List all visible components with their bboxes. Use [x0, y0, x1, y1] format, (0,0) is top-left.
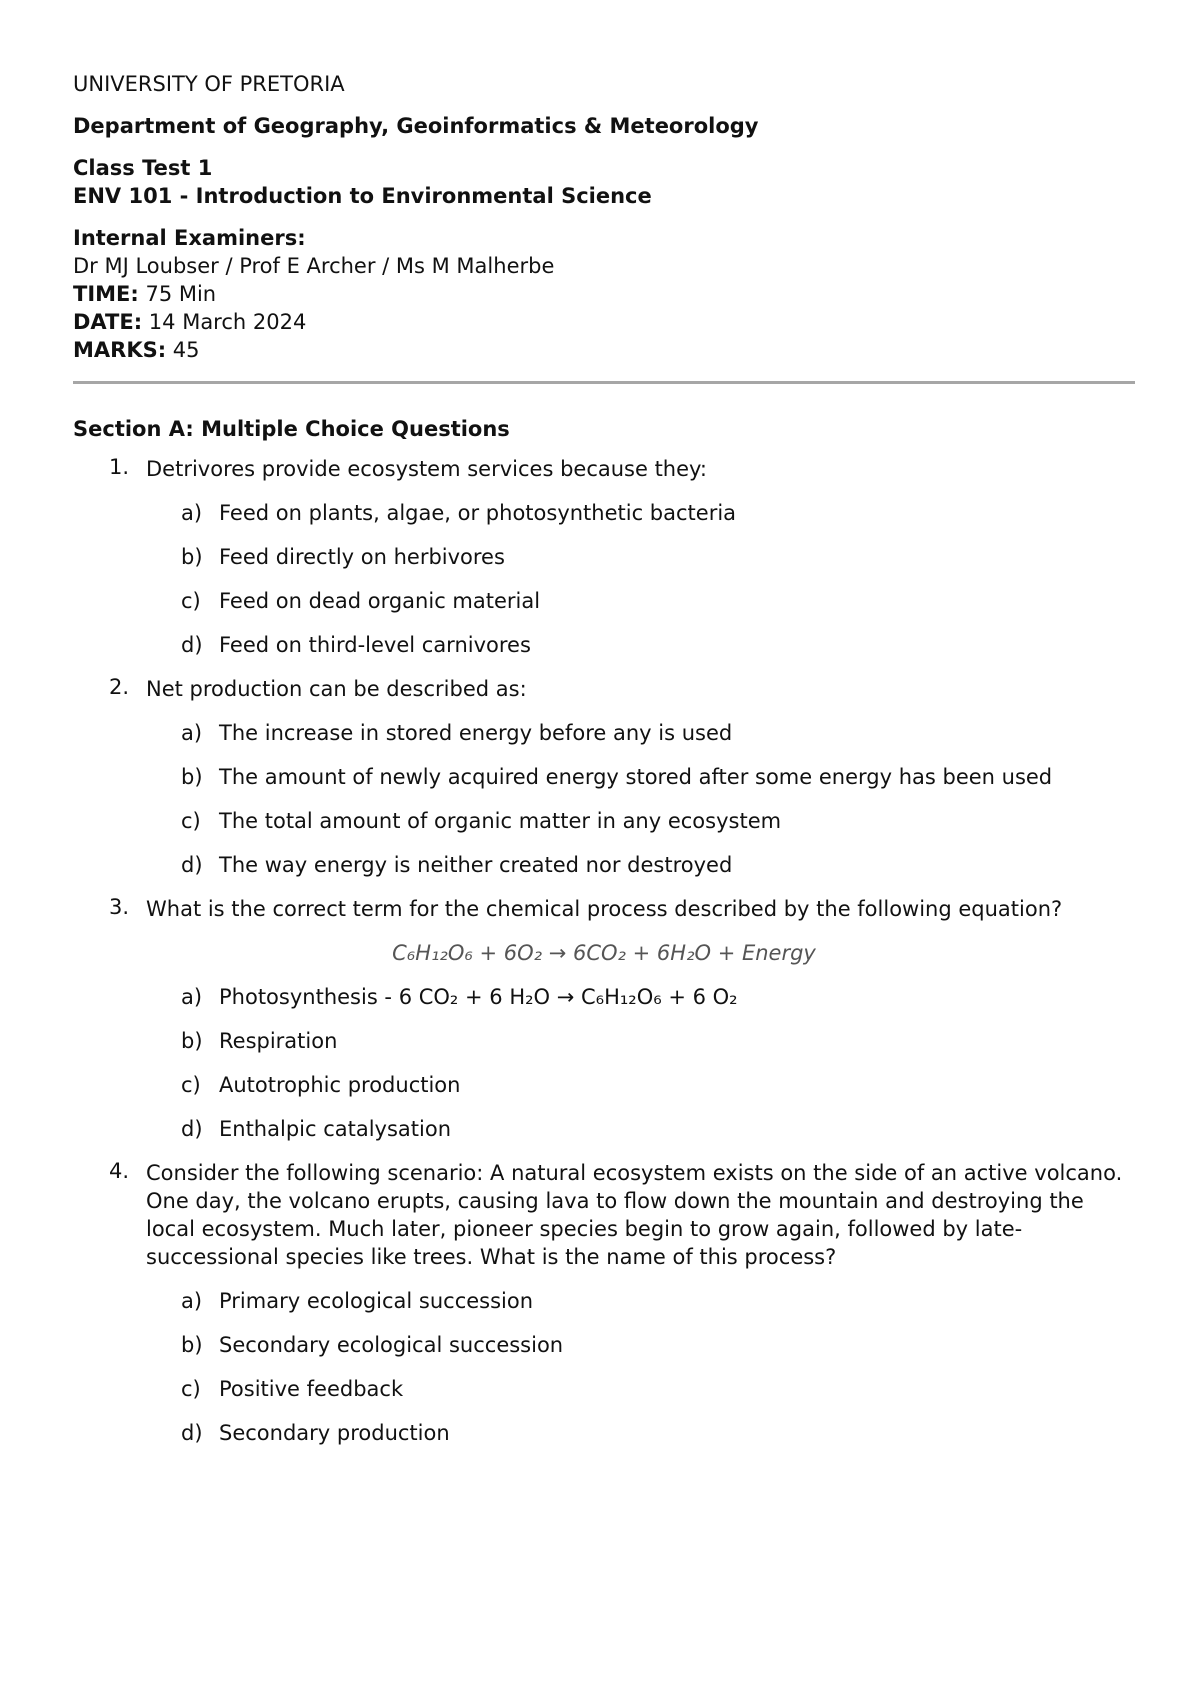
exam-details: [73, 224, 1135, 364]
option-text: Secondary production: [219, 1421, 450, 1445]
date-value: 14 March 2024: [142, 310, 307, 334]
option-c: [146, 1071, 1135, 1099]
option-text: The way energy is neither created nor destroyed: [219, 853, 733, 877]
option-b: [146, 1331, 1135, 1359]
option-b: [146, 763, 1135, 791]
option-letter: d): [181, 633, 203, 657]
option-letter: c): [181, 589, 201, 613]
horizontal-divider: [73, 381, 1135, 384]
option-b: [146, 1027, 1135, 1055]
question-4: [73, 1159, 1135, 1447]
option-c: [146, 587, 1135, 615]
marks-value: 45: [166, 338, 200, 362]
date-label: DATE:: [73, 310, 143, 334]
question-number: 2.: [109, 675, 130, 699]
option-text: Secondary ecological succession: [219, 1333, 564, 1357]
question-1: [73, 455, 1135, 659]
option-d: [146, 631, 1135, 659]
question-3: [73, 895, 1135, 1143]
option-text: Primary ecological succession: [219, 1289, 534, 1313]
question-number: 1.: [109, 455, 130, 479]
option-text: Enthalpic catalysation: [219, 1117, 452, 1141]
department-name: Department of Geography, Geoinformatics & Meteorology: [73, 114, 759, 138]
exam-page: [73, 70, 1135, 1463]
question-text: Net production can be described as:: [146, 677, 527, 701]
option-letter: b): [181, 765, 203, 789]
option-text: Feed on plants, algae, or photosynthetic bacteria: [219, 501, 737, 525]
time-value: 75 Min: [138, 282, 217, 306]
option-letter: b): [181, 1333, 203, 1357]
option-letter: d): [181, 1117, 203, 1141]
option-text: Autotrophic production: [219, 1073, 461, 1097]
option-letter: d): [181, 853, 203, 877]
option-letter: c): [181, 809, 201, 833]
time-label: TIME:: [73, 282, 139, 306]
course-title: ENV 101 - Introduction to Environmental Science: [73, 184, 652, 208]
question-text: Detrivores provide ecosystem services because they:: [146, 457, 708, 481]
option-letter: d): [181, 1421, 203, 1445]
option-text: Photosynthesis - 6 CO₂ + 6 H₂O → C₆H₁₂O₆ + 6 O₂: [219, 985, 738, 1009]
option-a: [146, 499, 1135, 527]
option-a: [146, 719, 1135, 747]
option-d: [146, 1419, 1135, 1447]
question-number: 4.: [109, 1159, 130, 1183]
marks-row: [73, 336, 1135, 364]
option-b: [146, 543, 1135, 571]
option-letter: c): [181, 1073, 201, 1097]
option-letter: a): [181, 721, 203, 745]
option-letter: a): [181, 501, 203, 525]
date-row: [73, 308, 1135, 336]
option-text: The amount of newly acquired energy stored after some energy has been used: [219, 765, 1053, 789]
option-text: The increase in stored energy before any is used: [219, 721, 733, 745]
option-list: [146, 1287, 1135, 1447]
option-text: The total amount of organic matter in any ecosystem: [219, 809, 782, 833]
option-a: [146, 983, 1135, 1011]
option-d: [146, 1115, 1135, 1143]
section-title: Section A: Multiple Choice Questions: [73, 417, 510, 441]
option-list: [146, 719, 1135, 879]
chemical-equation: C₆H₁₂O₆ + 6O₂ → 6CO₂ + 6H₂O + Energy: [392, 941, 816, 965]
option-letter: c): [181, 1377, 201, 1401]
time-row: [73, 280, 1135, 308]
option-letter: a): [181, 985, 203, 1009]
option-letter: b): [181, 545, 203, 569]
question-list: [73, 455, 1135, 1447]
option-c: [146, 1375, 1135, 1403]
question-text: Consider the following scenario: A natural ecosystem exists on the side of an active volcano. One day, the volcano erupts, causing lava to flow down the mountain and destroying the local ecosystem. Much later, pioneer species begin to grow again, followed by late-successional species like trees. What is the name of this process?: [146, 1161, 1123, 1269]
marks-label: MARKS:: [73, 338, 167, 362]
test-info: [73, 154, 1135, 210]
option-letter: a): [181, 1289, 203, 1313]
option-c: [146, 807, 1135, 835]
option-a: [146, 1287, 1135, 1315]
examiners-label: Internal Examiners:: [73, 226, 306, 250]
option-text: Respiration: [219, 1029, 338, 1053]
option-letter: b): [181, 1029, 203, 1053]
question-text: What is the correct term for the chemical process described by the following equation?: [146, 897, 1063, 921]
question-2: [73, 675, 1135, 879]
option-text: Feed directly on herbivores: [219, 545, 505, 569]
question-number: 3.: [109, 895, 130, 919]
option-text: Feed on third-level carnivores: [219, 633, 531, 657]
examiners-names: Dr MJ Loubser / Prof E Archer / Ms M Malherbe: [73, 254, 555, 278]
option-text: Feed on dead organic material: [219, 589, 541, 613]
test-name: Class Test 1: [73, 156, 213, 180]
university-name: UNIVERSITY OF PRETORIA: [73, 72, 345, 96]
option-d: [146, 851, 1135, 879]
option-text: Positive feedback: [219, 1377, 404, 1401]
option-list: [146, 983, 1135, 1143]
option-list: [146, 499, 1135, 659]
